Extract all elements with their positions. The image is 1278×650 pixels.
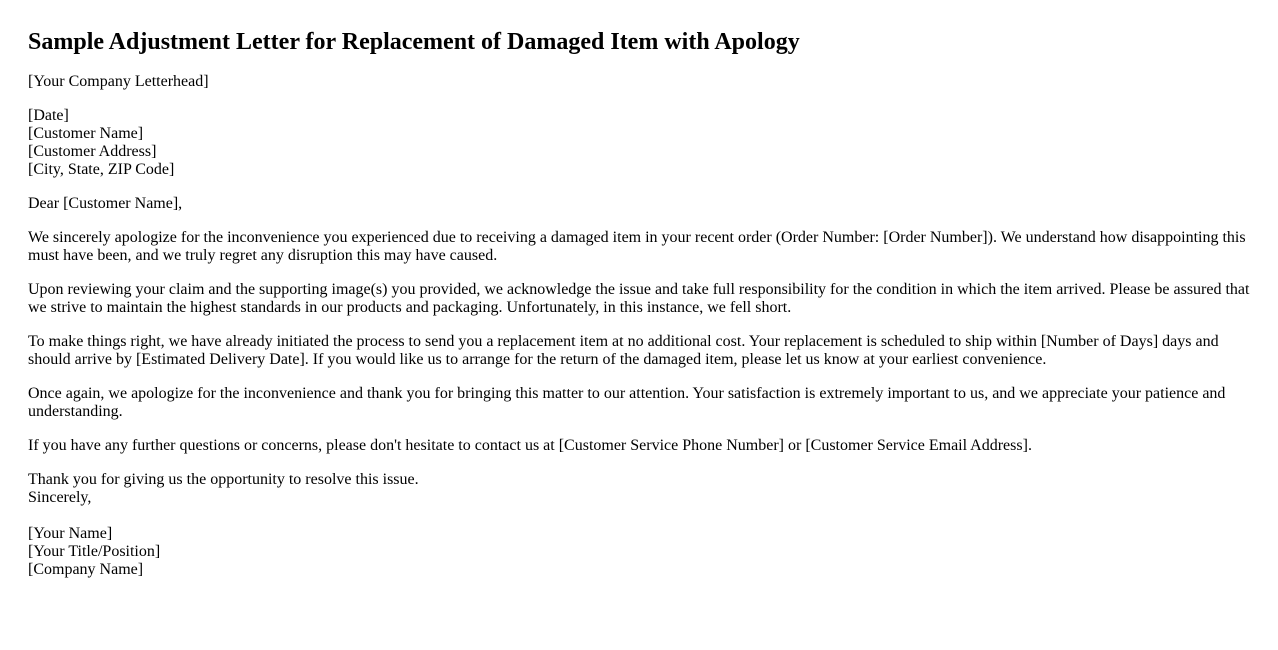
- signature-spacer: [28, 507, 1250, 525]
- closing-block: [28, 471, 1250, 579]
- body-paragraph-apology: We sincerely apologize for the inconvenience you experienced due to receiving a damaged item in your recent order (Order Number: [Order Number]). We understand how disappointing this must have been, and we truly regret any disruption this may have caused.: [28, 229, 1246, 264]
- page-title: Sample Adjustment Letter for Replacement of Damaged Item with Apology: [28, 29, 800, 55]
- body-paragraph-acknowledgement: Upon reviewing your claim and the supporting image(s) you provided, we acknowledge the issue and take full responsibility for the condition in which the item arrived. Please be assured that we strive to maintain the highest standards in our products and packaging. Unfortunately, in this instance, we fell short.: [28, 281, 1250, 316]
- body-paragraph-contact: If you have any further questions or concerns, please don't hesitate to contact us at [Customer Service Phone Number] or [Customer Service Email Address].: [28, 437, 1032, 454]
- address-block: [28, 107, 1250, 179]
- customer-name-line: [Customer Name]: [28, 125, 144, 142]
- customer-address-line: [Customer Address]: [28, 143, 157, 160]
- signer-title: [Your Title/Position]: [28, 543, 161, 560]
- salutation: Dear [Customer Name],: [28, 195, 183, 212]
- closing-thanks: Thank you for giving us the opportunity to resolve this issue.: [28, 471, 419, 488]
- signer-name: [Your Name]: [28, 525, 113, 542]
- body-paragraph-thanks: Once again, we apologize for the inconvenience and thank you for bringing this matter to our attention. Your satisfaction is extremely important to us, and we appreciate your patience and understanding.: [28, 385, 1226, 420]
- city-state-zip-line: [City, State, ZIP Code]: [28, 161, 175, 178]
- sign-off: Sincerely,: [28, 489, 92, 506]
- signer-company: [Company Name]: [28, 561, 144, 578]
- date-line: [Date]: [28, 107, 69, 124]
- body-paragraph-replacement: To make things right, we have already initiated the process to send you a replacement item at no additional cost. Your replacement is scheduled to ship within [Number of Days] days and should arrive by [Estimated Delivery Date]. If you would like us to arrange for the return of the damaged item, please let us know at your earliest convenience.: [28, 333, 1219, 368]
- letterhead: [Your Company Letterhead]: [28, 73, 209, 90]
